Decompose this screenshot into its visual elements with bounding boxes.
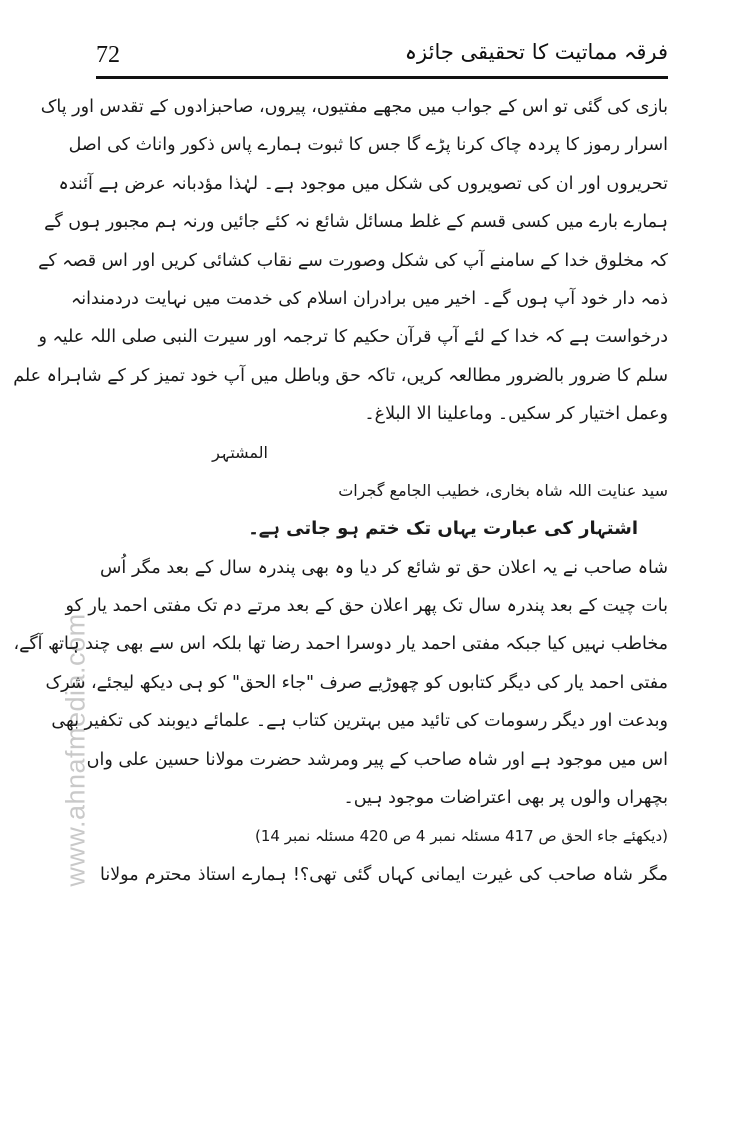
- signature-label: المشتہر: [212, 442, 268, 462]
- text-line-2: اسرار رموز کا پردہ چاک کرنا پڑے گا جس کا ثبوت ہمارے پاس ذکور واناث کی اصل: [68, 135, 668, 156]
- text-line-15: مخاطب نہیں کیا جبکہ مفتی احمد یار دوسرا احمد رضا تھا بلکہ اس سے بھی چند ہاتھ آگے،: [13, 634, 668, 655]
- text-line-5: کہ مخلوق خدا کے سامنے آپ کی شکل وصورت سے نقاب کشائی کریں اور اس قصہ کے: [38, 250, 668, 271]
- page-number: 72: [96, 42, 120, 68]
- text-line-3: تحریروں اور ان کی تصویروں کی شکل میں موجود ہے۔ لہٰذا مؤدبانہ عرض ہے آئندہ: [58, 173, 668, 194]
- text-line-1: بازی کی گئی تو اس کے جواب میں مجھے مفتیوں، پیروں، صاحبزادوں کے تقدس اور پاک: [40, 97, 668, 117]
- text-line-6: ذمہ دار خود آپ ہوں گے۔ اخیر میں برادران اسلام کی خدمت میں نہایت دردمندانہ: [71, 288, 668, 309]
- header-divider: [96, 76, 668, 79]
- page-header: [96, 38, 668, 76]
- text-line-14: بات چیت کے بعد پندرہ سال تک پھر اعلان حق کے بعد مرتے دم تک مفتی احمد یار کو: [65, 596, 668, 617]
- text-line-16: مفتی احمد یار کی دیگر کتابوں کو چھوڑیے صرف "جاء الحق" کو ہی دیکھ لیجئے، شرک: [45, 672, 668, 693]
- text-line-17: وبدعت اور دیگر رسومات کی تائید میں بہترین کتاب ہے۔ علمائے دیوبند کی تکفیر بھی: [51, 711, 668, 732]
- text-line-4: ہمارے بارے میں کسی قسم کے غلط مسائل شائع نہ کئے جائیں ورنہ ہم مجبور ہوں گے: [44, 212, 668, 233]
- text-line-9: وعمل اختیار کر سکیں۔ وماعلینا الا البلاغ۔: [364, 404, 668, 425]
- text-line-7: درخواست ہے کہ خدا کے لئے آپ قرآن حکیم کا ترجمہ اور سیرت النبی صلی اللہ علیہ و: [38, 327, 668, 348]
- text-line-19: بچھراں والوں پر بھی اعتراضات موجود ہیں۔: [343, 788, 668, 809]
- text-line-8: سلم کا ضرور بالضرور مطالعہ کریں، تاکہ حق وباطل میں آپ خود تمیز کر کے شاہراہ علم: [13, 365, 668, 386]
- text-line-13: شاہ صاحب نے یہ اعلان حق تو شائع کر دیا وہ بھی پندرہ سال کے بعد مگر اُس: [100, 557, 668, 578]
- reference-note: (دیکھئے جاء الحق ص 417 مسئلہ نمبر 4 ص 420 مسئلہ نمبر 14): [254, 827, 668, 846]
- text-line-18: اس میں موجود ہے اور شاہ صاحب کے پیر ومرشد حضرت مولانا حسین علی واں: [86, 749, 668, 770]
- author-line: سید عنایت اللہ شاہ بخاری، خطیب الجامع گجرات: [338, 480, 668, 500]
- text-line-21: مگر شاہ صاحب کی غیرت ایمانی کہاں گئی تھی؟! ہمارے استاذ محترم مولانا: [100, 864, 668, 885]
- running-title: فرقہ مماتیت کا تحقیقی جائزہ: [404, 40, 668, 64]
- section-heading: اشتہار کی عبارت یہاں تک ختم ہو جاتی ہے۔: [248, 518, 638, 540]
- watermark-text: www.ahnafmedia.com: [60, 613, 91, 887]
